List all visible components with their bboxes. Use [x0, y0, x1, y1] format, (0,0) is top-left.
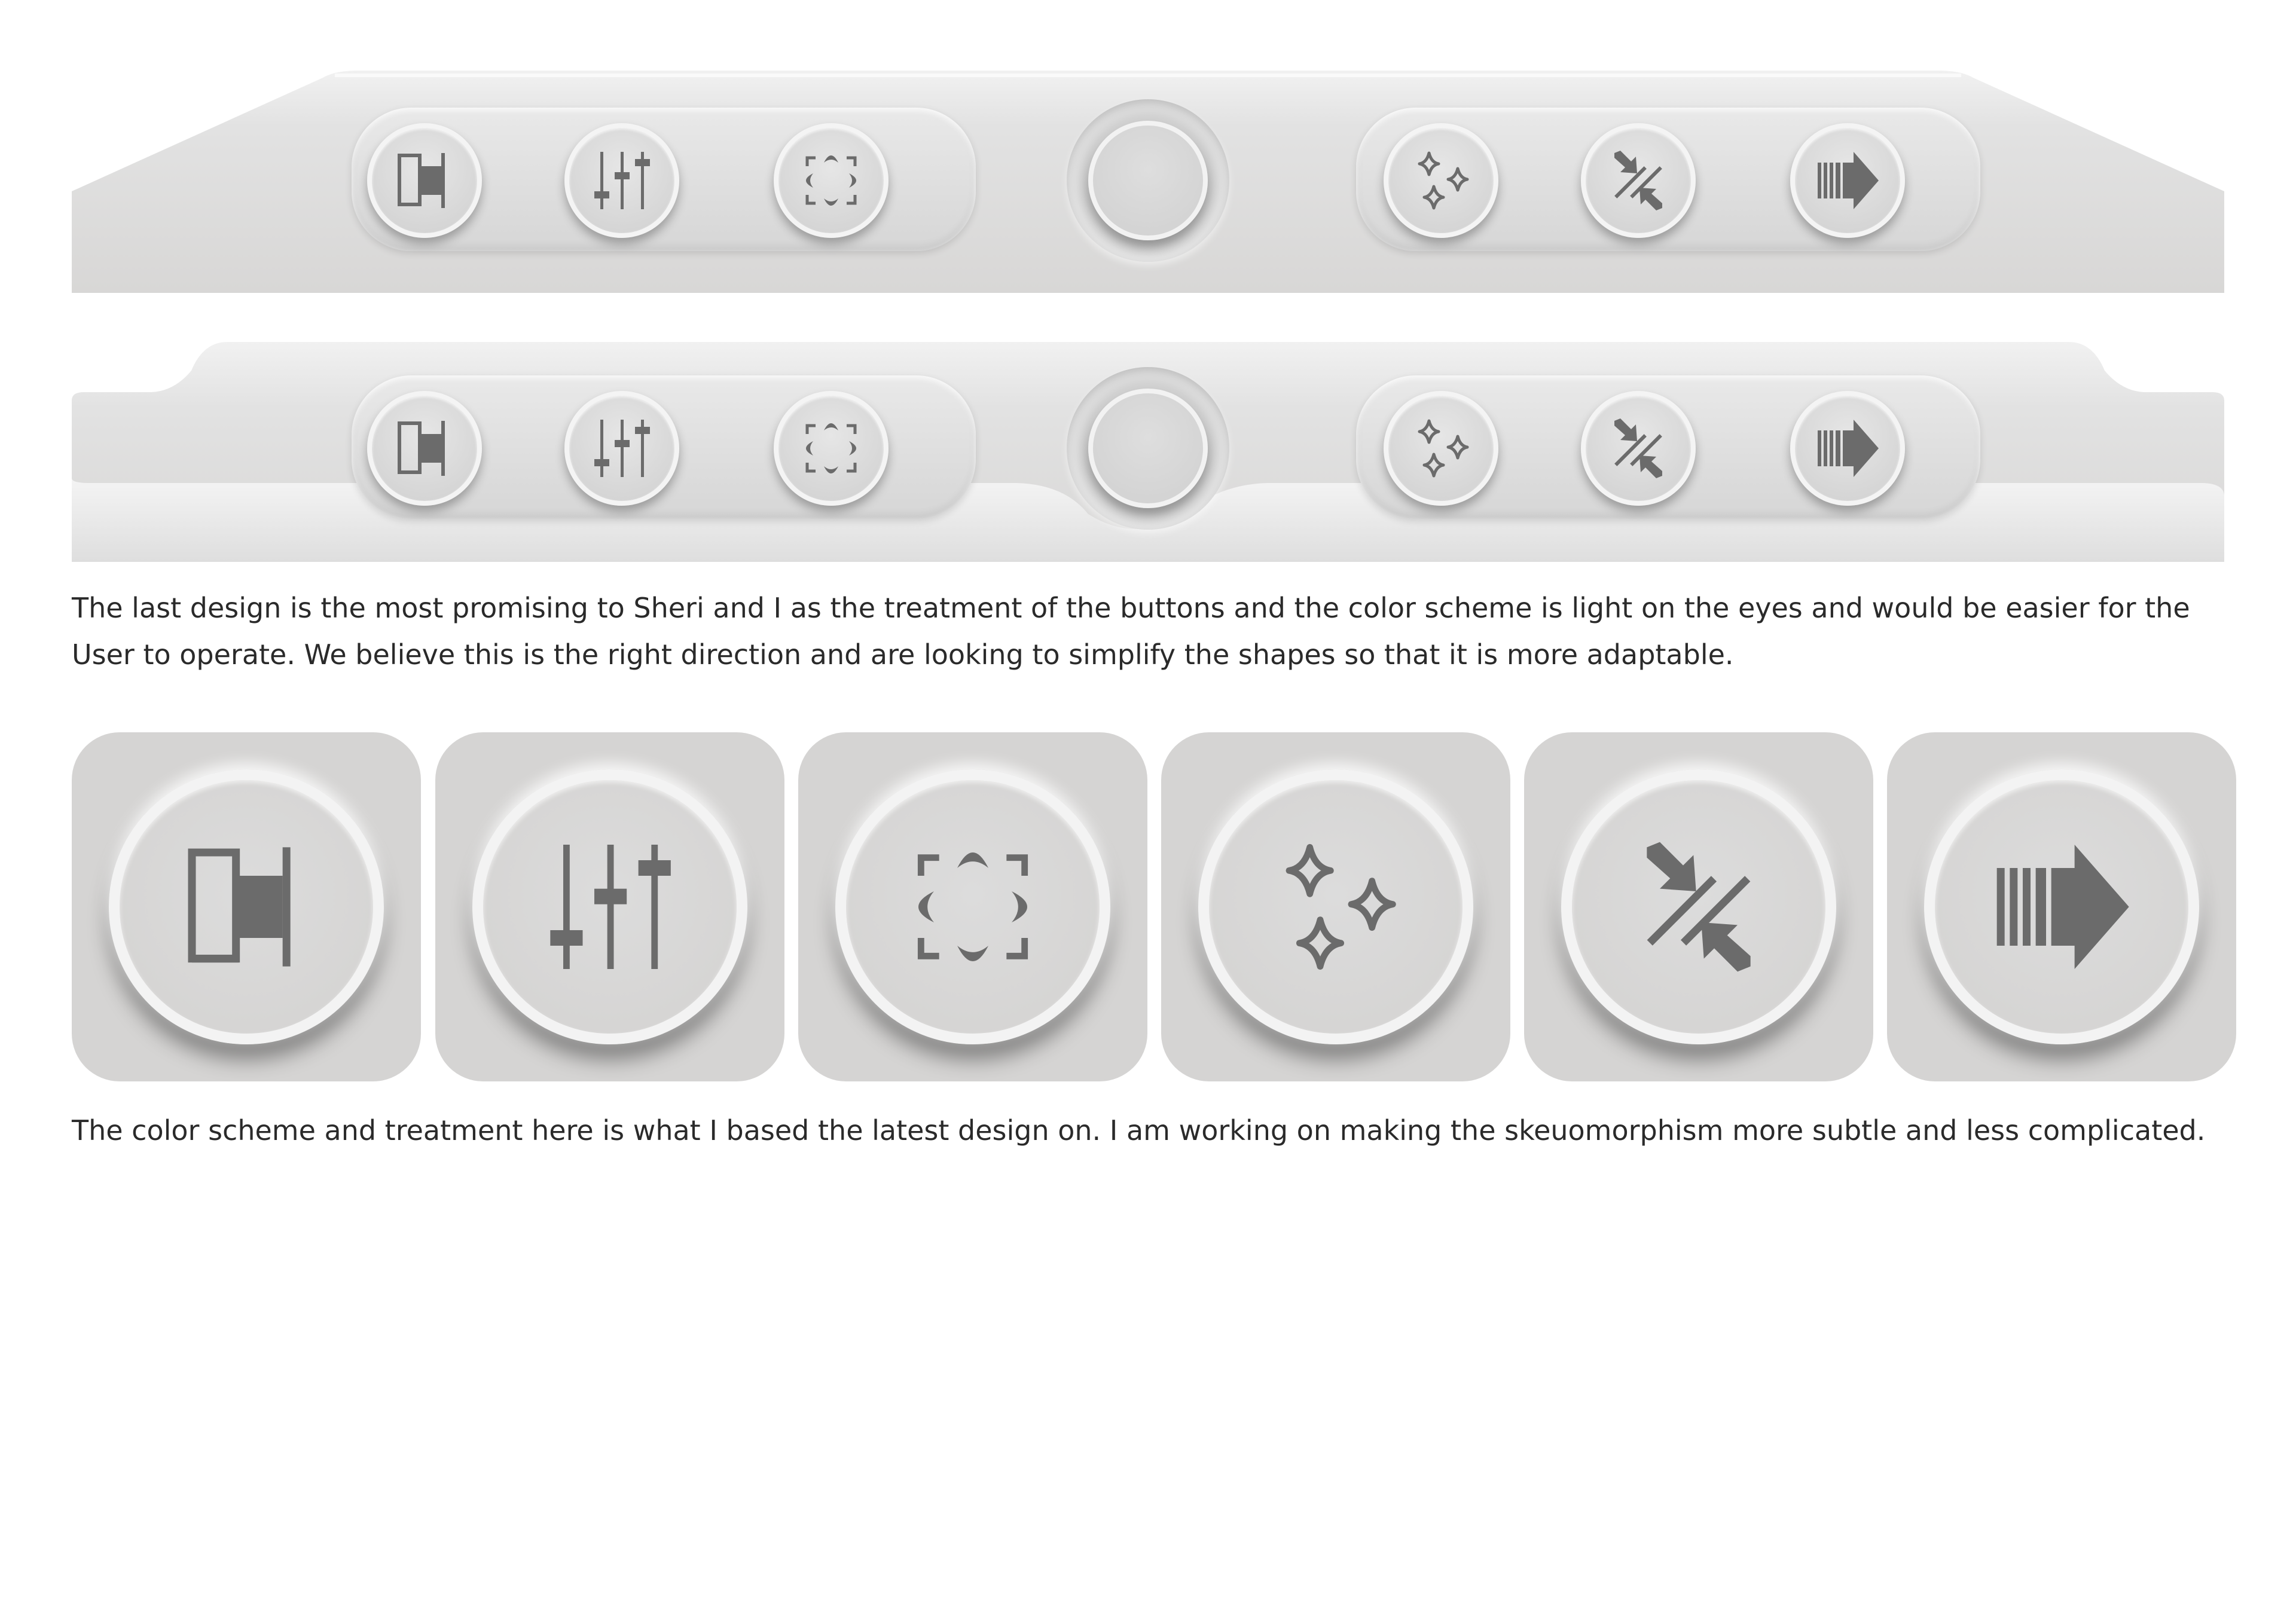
sliders-icon — [586, 145, 658, 216]
toolbar-angled — [72, 66, 2224, 293]
sliders-icon — [586, 412, 658, 484]
focus-frame-button[interactable] — [774, 123, 889, 238]
panel-toggle-button-large[interactable] — [109, 769, 384, 1044]
home-button[interactable] — [1088, 121, 1208, 240]
sliders-button-large[interactable] — [472, 769, 747, 1044]
tile-focus-frame — [798, 732, 1147, 1081]
forward-arrow-icon — [1984, 829, 2139, 985]
collapse-arrows-icon — [1602, 412, 1674, 484]
sliders-button[interactable] — [564, 391, 679, 506]
forward-arrow-icon — [1812, 145, 1883, 216]
sliders-button[interactable] — [564, 123, 679, 238]
home-button[interactable] — [1088, 389, 1208, 508]
sparkle-icon — [1405, 145, 1477, 216]
collapse-arrows-button[interactable] — [1581, 391, 1696, 506]
collapse-arrows-icon — [1602, 145, 1674, 216]
description-paragraph-1: The last design is the most promising to Sheri and I as the treatment of the buttons and the color scheme is light on the eyes and would be easier for the User to operate. We believe this is the right direction and are looking to simplify the shapes so that it is more adaptable. — [72, 592, 2190, 671]
sparkle-button[interactable] — [1384, 391, 1498, 506]
forward-arrow-button[interactable] — [1790, 123, 1905, 238]
tile-sliders — [435, 732, 784, 1081]
focus-frame-icon — [895, 829, 1051, 985]
collapse-arrows-button[interactable] — [1581, 123, 1696, 238]
panel-toggle-button[interactable] — [367, 391, 482, 506]
panel-toggle-icon — [389, 145, 460, 216]
collapse-arrows-button-large[interactable] — [1561, 769, 1836, 1044]
home-button-ring — [1067, 367, 1229, 530]
focus-frame-icon — [795, 145, 867, 216]
forward-arrow-button-large[interactable] — [1924, 769, 2199, 1044]
focus-frame-button[interactable] — [774, 391, 889, 506]
home-button-ring — [1067, 99, 1229, 262]
sliders-icon — [532, 829, 688, 985]
tile-panel-toggle — [72, 732, 421, 1081]
forward-arrow-button[interactable] — [1790, 391, 1905, 506]
panel-toggle-icon — [169, 829, 324, 985]
sparkle-button-large[interactable] — [1198, 769, 1473, 1044]
panel-toggle-icon — [389, 412, 460, 484]
focus-frame-icon — [795, 412, 867, 484]
sparkle-icon — [1258, 829, 1413, 985]
collapse-arrows-icon — [1621, 829, 1776, 985]
toolbar-notched — [72, 335, 2224, 562]
tile-sparkle — [1161, 732, 1510, 1081]
tile-collapse-arrows — [1524, 732, 1873, 1081]
forward-arrow-icon — [1812, 412, 1883, 484]
tile-forward-arrow — [1887, 732, 2236, 1081]
panel-toggle-button[interactable] — [367, 123, 482, 238]
sparkle-icon — [1405, 412, 1477, 484]
focus-frame-button-large[interactable] — [835, 769, 1110, 1044]
description-paragraph-2: The color scheme and treatment here is what I based the latest design on. I am working on making the skeuomorphism more subtle and less complicated. — [72, 1114, 2206, 1147]
sparkle-button[interactable] — [1384, 123, 1498, 238]
